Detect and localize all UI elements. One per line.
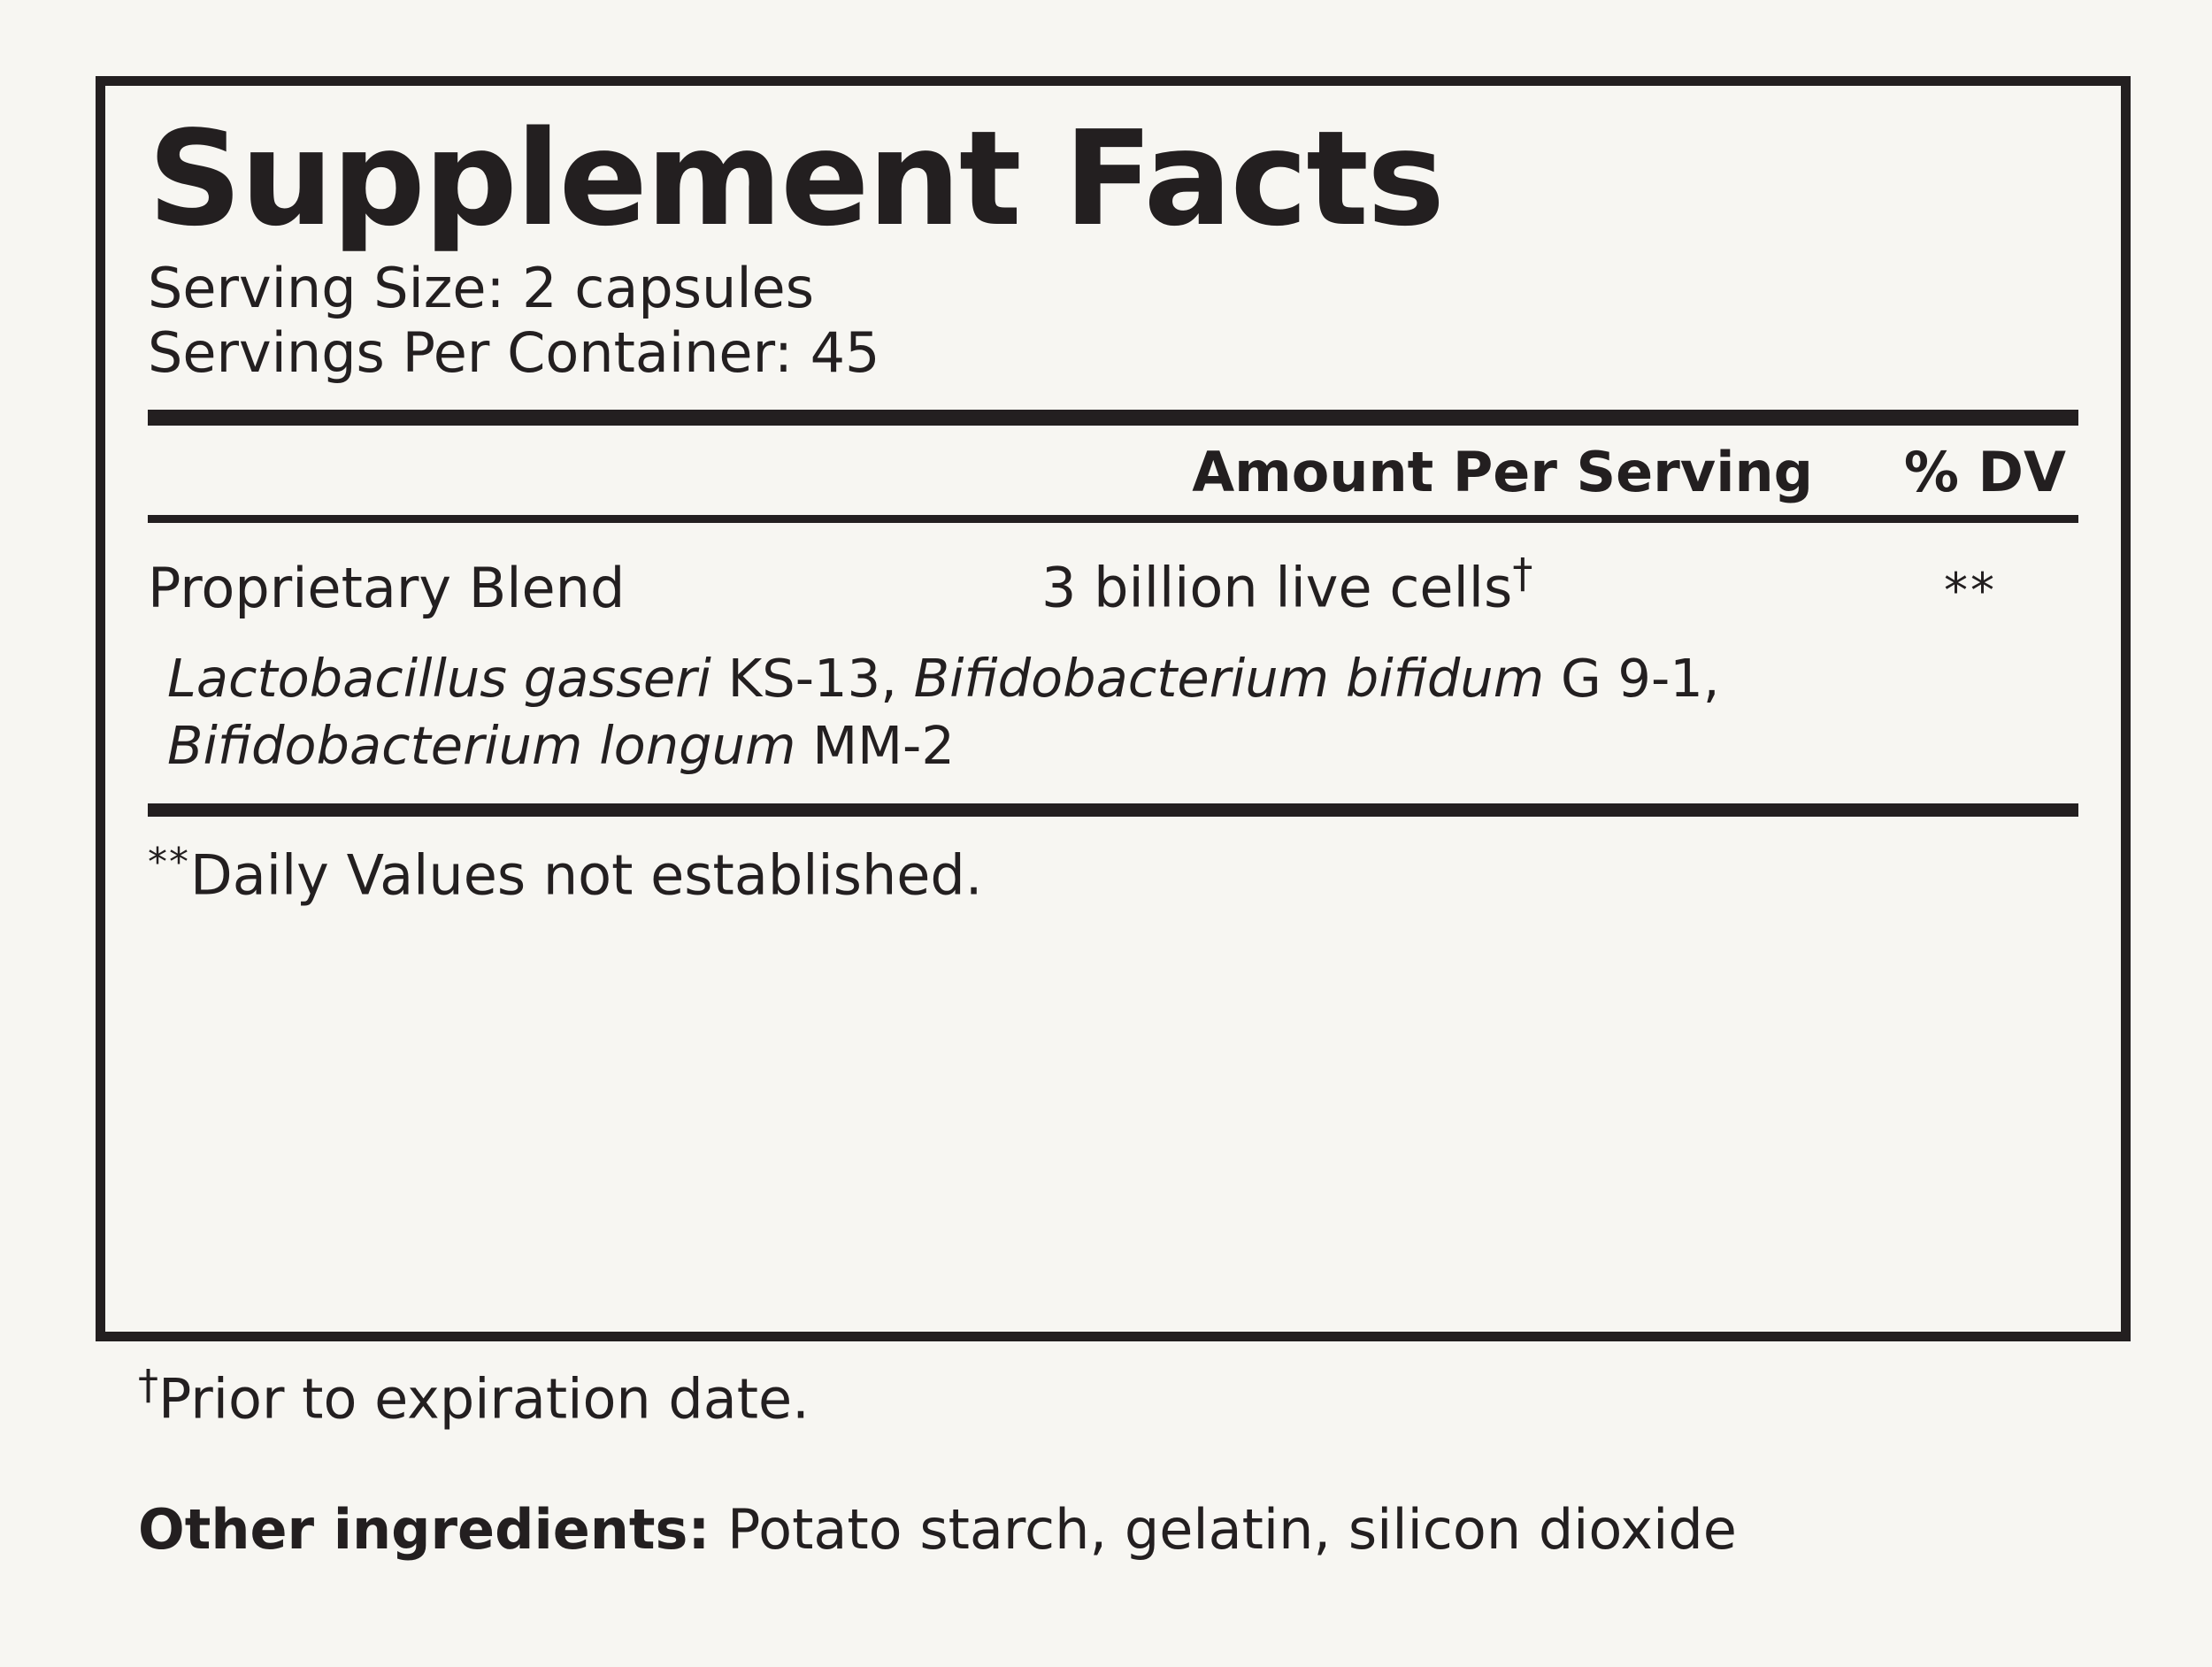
dagger-footnote-marker: † <box>1512 549 1533 598</box>
percent-dv-header: % DV <box>1903 440 2066 505</box>
strain-1-code: KS-13, <box>710 647 914 709</box>
strain-list <box>148 626 1937 803</box>
footnotes-block <box>138 1361 2138 1562</box>
daily-value-note <box>148 817 2078 908</box>
column-header-row <box>148 426 2078 515</box>
dagger-marker: † <box>138 1361 158 1409</box>
amount-per-serving-header: Amount Per Serving <box>1192 440 1813 505</box>
nutrient-dv-value: ** <box>1944 562 1997 618</box>
table-row <box>148 523 2078 626</box>
other-ingredients-value: Potato starch, gelatin, silicon dioxide <box>710 1496 1737 1562</box>
daily-value-note-text: Daily Values not established. <box>190 842 983 908</box>
double-star-marker: ** <box>148 840 190 886</box>
panel-inner <box>148 103 2078 1332</box>
nutrient-name: Proprietary Blend <box>148 555 626 620</box>
page-title: Supplement Facts <box>148 103 1444 255</box>
nutrient-amount <box>1041 549 1714 620</box>
divider-thick-top <box>148 410 2078 426</box>
supplement-facts-panel <box>96 76 2131 1341</box>
strain-1-genus-species: Lactobacillus gasseri <box>167 647 711 709</box>
other-ingredients-label: Other ingredients: <box>138 1496 710 1562</box>
strain-3-genus-species: Bifidobacterium longum <box>167 715 796 777</box>
servings-per-container-text: Servings Per Container: 45 <box>148 319 880 385</box>
serving-size-text: Serving Size: 2 capsules <box>148 255 814 320</box>
nutrient-amount-value: 3 billion live cells <box>1041 555 1513 620</box>
strain-2-code: G 9-1, <box>1544 647 1720 709</box>
expiration-footnote-text: Prior to expiration date. <box>158 1366 810 1432</box>
expiration-footnote <box>138 1361 2138 1432</box>
other-ingredients <box>138 1497 2138 1562</box>
strain-3-code: MM-2 <box>795 715 955 777</box>
divider-above-dv-note <box>148 803 2078 817</box>
strain-2-genus-species: Bifidobacterium bifidum <box>913 647 1545 709</box>
divider-under-headers <box>148 515 2078 523</box>
